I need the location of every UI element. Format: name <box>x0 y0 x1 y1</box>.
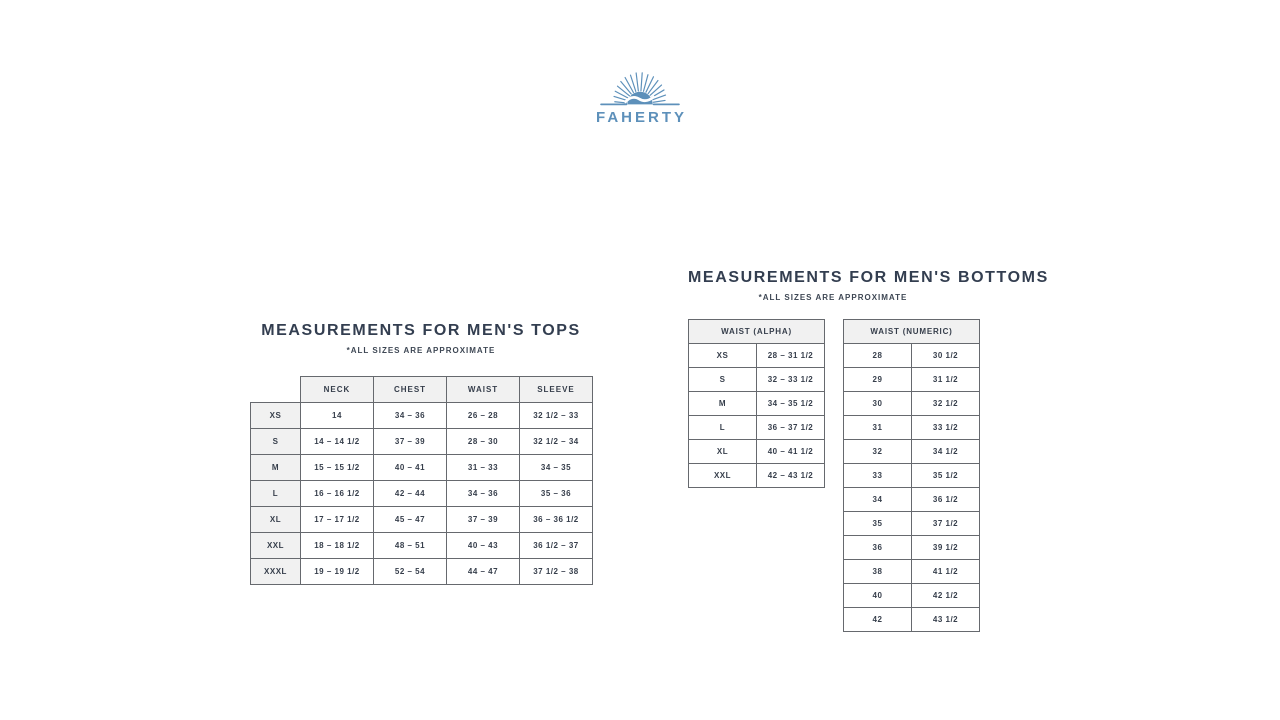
measurement-cell: 37 – 39 <box>374 429 447 455</box>
waist-alpha-value-cell: 32 – 33 1/2 <box>757 368 825 392</box>
waist-numeric-row <box>844 392 980 416</box>
waist-numeric-value-cell: 37 1/2 <box>912 512 980 536</box>
waist-numeric-value-cell: 43 1/2 <box>912 608 980 632</box>
measurement-cell: 34 – 35 <box>520 455 593 481</box>
waist-numeric-header-row <box>844 320 980 344</box>
sunrise-wave-icon <box>594 70 686 108</box>
waist-numeric-size-cell: 38 <box>844 560 912 584</box>
waist-numeric-row <box>844 440 980 464</box>
tops-column-header: WAIST <box>447 377 520 403</box>
tops-title: MEASUREMENTS FOR MEN'S TOPS <box>261 322 581 339</box>
waist-numeric-row <box>844 584 980 608</box>
measurement-cell: 40 – 43 <box>447 533 520 559</box>
measurement-cell: 34 – 36 <box>447 481 520 507</box>
waist-numeric-row <box>844 560 980 584</box>
measurement-cell: 42 – 44 <box>374 481 447 507</box>
waist-alpha-size-cell: XXL <box>689 464 757 488</box>
measurement-cell: 34 – 36 <box>374 403 447 429</box>
waist-numeric-row <box>844 536 980 560</box>
waist-numeric-row <box>844 488 980 512</box>
tops-table-row <box>251 481 593 507</box>
waist-alpha-row <box>689 392 825 416</box>
measurement-cell: 17 – 17 1/2 <box>301 507 374 533</box>
waist-numeric-value-cell: 41 1/2 <box>912 560 980 584</box>
tops-table-row <box>251 429 593 455</box>
measurement-cell: 14 <box>301 403 374 429</box>
waist-numeric-size-cell: 36 <box>844 536 912 560</box>
measurement-cell: 37 – 39 <box>447 507 520 533</box>
waist-alpha-header: WAIST (ALPHA) <box>689 320 825 344</box>
waist-numeric-row <box>844 512 980 536</box>
tops-section <box>250 322 592 585</box>
size-label-cell: XXXL <box>251 559 301 585</box>
waist-alpha-size-cell: XL <box>689 440 757 464</box>
measurement-cell: 31 – 33 <box>447 455 520 481</box>
tops-size-table <box>250 376 593 585</box>
measurement-cell: 28 – 30 <box>447 429 520 455</box>
measurement-cell: 37 1/2 – 38 <box>520 559 593 585</box>
waist-numeric-header: WAIST (NUMERIC) <box>844 320 980 344</box>
bottoms-section <box>688 269 1049 632</box>
waist-numeric-table <box>843 319 980 632</box>
measurement-cell: 19 – 19 1/2 <box>301 559 374 585</box>
waist-numeric-value-cell: 31 1/2 <box>912 368 980 392</box>
tops-column-header: SLEEVE <box>520 377 593 403</box>
waist-numeric-value-cell: 35 1/2 <box>912 464 980 488</box>
waist-numeric-value-cell: 30 1/2 <box>912 344 980 368</box>
bottoms-title: MEASUREMENTS FOR MEN'S BOTTOMS <box>688 269 1049 286</box>
waist-alpha-value-cell: 40 – 41 1/2 <box>757 440 825 464</box>
measurement-cell: 32 1/2 – 34 <box>520 429 593 455</box>
waist-alpha-row <box>689 416 825 440</box>
waist-numeric-value-cell: 33 1/2 <box>912 416 980 440</box>
measurement-cell: 14 – 14 1/2 <box>301 429 374 455</box>
measurement-cell: 36 1/2 – 37 <box>520 533 593 559</box>
waist-numeric-size-cell: 28 <box>844 344 912 368</box>
tops-header-row <box>251 377 593 403</box>
size-label-cell: XL <box>251 507 301 533</box>
waist-alpha-value-cell: 36 – 37 1/2 <box>757 416 825 440</box>
tops-table-row <box>251 533 593 559</box>
corner-cell <box>251 377 301 403</box>
waist-alpha-table <box>688 319 825 488</box>
measurement-cell: 52 – 54 <box>374 559 447 585</box>
waist-numeric-size-cell: 30 <box>844 392 912 416</box>
waist-numeric-value-cell: 42 1/2 <box>912 584 980 608</box>
waist-numeric-value-cell: 34 1/2 <box>912 440 980 464</box>
waist-alpha-size-cell: M <box>689 392 757 416</box>
size-label-cell: L <box>251 481 301 507</box>
tops-table-row <box>251 403 593 429</box>
waist-numeric-size-cell: 32 <box>844 440 912 464</box>
brand-wordmark: FAHERTY <box>595 109 687 126</box>
bottoms-tables <box>688 319 978 632</box>
waist-numeric-row <box>844 416 980 440</box>
measurement-cell: 45 – 47 <box>374 507 447 533</box>
measurement-cell: 16 – 16 1/2 <box>301 481 374 507</box>
waist-numeric-value-cell: 39 1/2 <box>912 536 980 560</box>
waist-numeric-size-cell: 42 <box>844 608 912 632</box>
waist-numeric-value-cell: 36 1/2 <box>912 488 980 512</box>
measurement-cell: 15 – 15 1/2 <box>301 455 374 481</box>
waist-numeric-size-cell: 35 <box>844 512 912 536</box>
bottoms-subtitle: *ALL SIZES ARE APPROXIMATE <box>758 293 908 302</box>
measurement-cell: 40 – 41 <box>374 455 447 481</box>
waist-alpha-row <box>689 344 825 368</box>
measurement-cell: 44 – 47 <box>447 559 520 585</box>
waist-alpha-size-cell: S <box>689 368 757 392</box>
waist-numeric-size-cell: 34 <box>844 488 912 512</box>
waist-alpha-row <box>689 464 825 488</box>
waist-alpha-row <box>689 368 825 392</box>
measurement-cell: 36 – 36 1/2 <box>520 507 593 533</box>
waist-numeric-size-cell: 29 <box>844 368 912 392</box>
brand-logo <box>592 70 688 126</box>
waist-alpha-header-row <box>689 320 825 344</box>
measurement-cell: 26 – 28 <box>447 403 520 429</box>
waist-numeric-row <box>844 368 980 392</box>
waist-alpha-size-cell: L <box>689 416 757 440</box>
tops-table-row <box>251 559 593 585</box>
waist-alpha-row <box>689 440 825 464</box>
measurement-cell: 32 1/2 – 33 <box>520 403 593 429</box>
measurement-cell: 18 – 18 1/2 <box>301 533 374 559</box>
measurement-cell: 48 – 51 <box>374 533 447 559</box>
size-label-cell: S <box>251 429 301 455</box>
size-label-cell: M <box>251 455 301 481</box>
size-label-cell: XS <box>251 403 301 429</box>
tops-column-header: NECK <box>301 377 374 403</box>
size-label-cell: XXL <box>251 533 301 559</box>
waist-numeric-size-cell: 33 <box>844 464 912 488</box>
waist-alpha-size-cell: XS <box>689 344 757 368</box>
waist-alpha-value-cell: 28 – 31 1/2 <box>757 344 825 368</box>
waist-numeric-row <box>844 344 980 368</box>
tops-table-row <box>251 455 593 481</box>
tops-column-header: CHEST <box>374 377 447 403</box>
waist-numeric-value-cell: 32 1/2 <box>912 392 980 416</box>
waist-numeric-size-cell: 31 <box>844 416 912 440</box>
waist-numeric-row <box>844 464 980 488</box>
measurement-cell: 35 – 36 <box>520 481 593 507</box>
tops-table-row <box>251 507 593 533</box>
waist-alpha-value-cell: 34 – 35 1/2 <box>757 392 825 416</box>
waist-numeric-row <box>844 608 980 632</box>
tops-subtitle: *ALL SIZES ARE APPROXIMATE <box>346 346 496 355</box>
waist-alpha-value-cell: 42 – 43 1/2 <box>757 464 825 488</box>
waist-numeric-size-cell: 40 <box>844 584 912 608</box>
